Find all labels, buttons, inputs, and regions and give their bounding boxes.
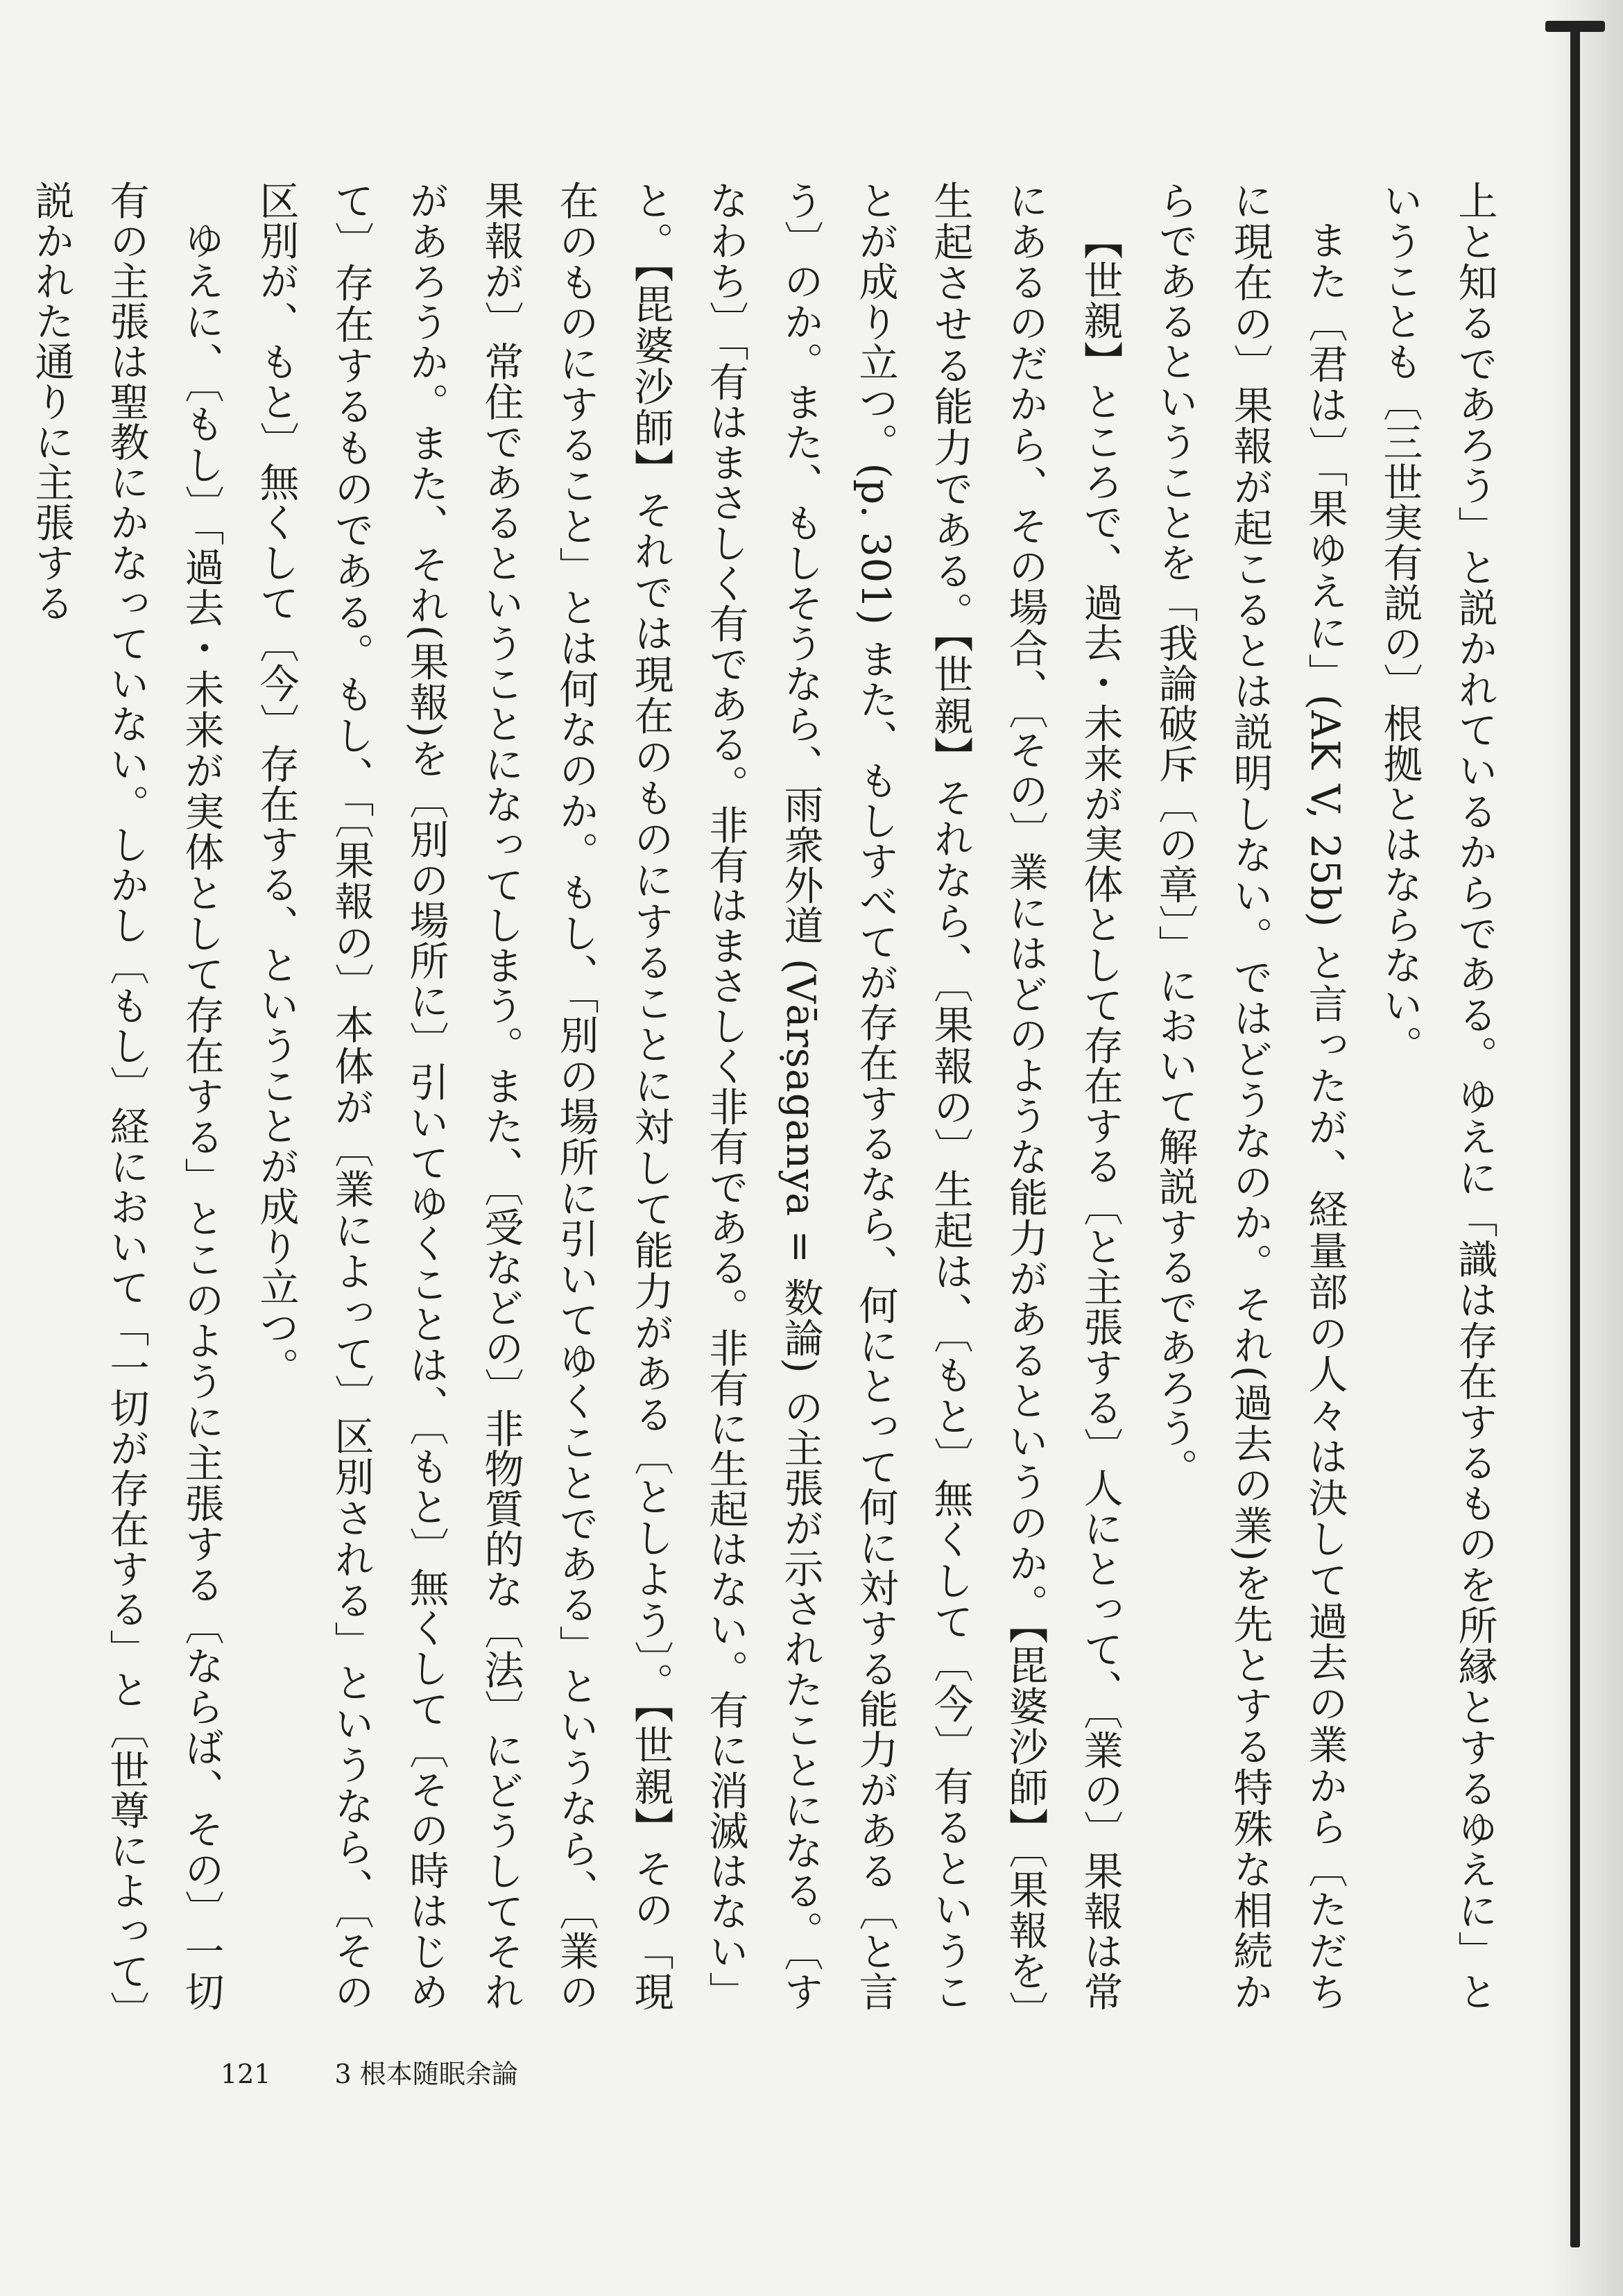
vertical-text-body xyxy=(28,180,1512,2012)
paragraph-3: 【世親】ところで、過去・未来が実体として存在する〔と主張する〕人にとって、〔業の〕果報は常にあるのだから、その場合、〔その〕業にはどのような能力があるというのか。【毘婆沙師】〔果報を〕生起させる能力である。【世親】それなら、〔果報の〕生起は、〔もと〕無くして〔今〕有るということが成り立つ。(p. 301) また、もしすべてが存在するなら、何にとって何に対する能力がある〔と言う〕のか。また、もしそうなら、雨衆外道 (Vārṣaganya = 数論) の主張が示されたことになる。〔すなわち〕「有はまさしく有である。非有はまさしく非有である。非有に生起はない。有に消滅はない」と。【毘婆沙師】それでは現在のものにすることに対して能力がある〔としよう〕。【世親】その「現在のものにすること」とは何なのか。もし、「別の場所に引いてゆくことである」というなら、〔業の果報が〕常住であるということになってしまう。また、〔受などの〕非物質的な〔法〕にどうしてそれがあろうか。また、それ(果報)を〔別の場所に〕引いてゆくことは、〔もと〕無くして〔その時はじめて〕存在するものである。もし、「〔果報の〕本体が〔業によって〕区別される」というなら、〔その区別が、もと〕無くして〔今〕存在する、ということが成り立つ。 xyxy=(253,180,1123,2012)
paragraph-1: 上と知るであろう」と説かれているからである。ゆえに「識は存在するものを所縁とするゆえに」ということも〔三世実有説の〕根拠とはならない。 xyxy=(1377,180,1497,2012)
binding-edge-line xyxy=(1570,28,1580,2247)
paragraph-2: また〔君は〕「果ゆえに」(AK V, 25b) と言ったが、経量部の人々は決して過去の業から〔ただちに現在の〕果報が起こるとは説明しない。ではどうなのか。それ(過去の業)を先とする特殊な相続からであるということを「我論破斥〔の章〕」において解説するであろう。 xyxy=(1152,180,1348,2012)
paragraph-4: ゆえに、〔もし〕「過去・未来が実体として存在する」とこのように主張する〔ならば、その〕一切有の主張は聖教にかなっていない。しかし〔もし〕経において「一切が存在する」と〔世尊によって〕説かれた通りに主張する xyxy=(28,180,224,2012)
page-footer xyxy=(221,2053,518,2095)
page-number: 121 xyxy=(221,2059,271,2089)
book-spine-shadow xyxy=(1547,0,1623,2296)
running-title: 3 根本随眠余論 xyxy=(334,2059,518,2089)
